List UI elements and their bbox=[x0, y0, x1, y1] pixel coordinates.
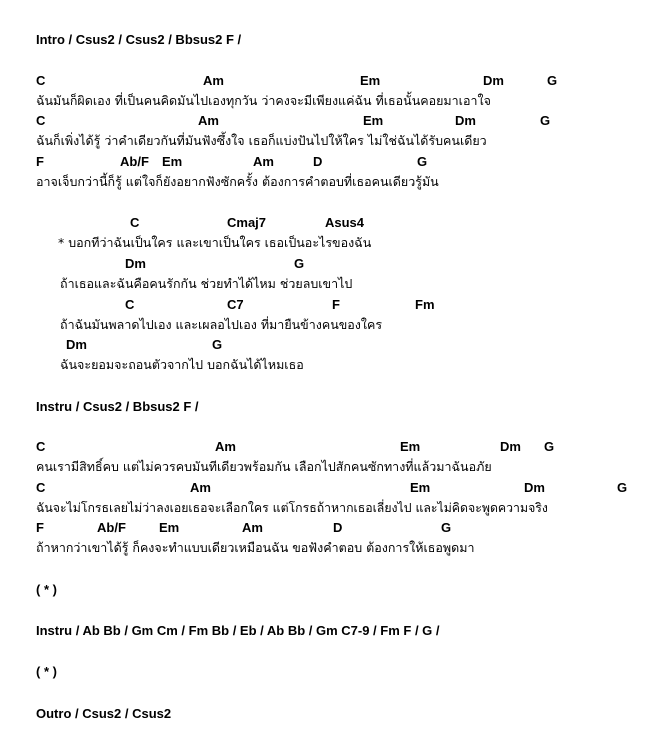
chord: F bbox=[36, 520, 44, 535]
chord: Em bbox=[363, 113, 384, 128]
chord: G bbox=[617, 480, 628, 495]
chord: Dm bbox=[500, 439, 521, 454]
chord: G bbox=[544, 439, 555, 454]
chord: F bbox=[36, 154, 44, 169]
lyric-line: ฉันจะไม่โกรธเลยไม่ว่าลงเอยเธอจะเลือกใคร แต่โกรธถ้าหากเธอเลี่ยงไป และไม่คิดจะพูดความจริง bbox=[36, 501, 548, 515]
lyric-line: คนเรามีสิทธิ์คบ แต่ไม่ควรคบมันทีเดียวพร้อมกัน เลือกไปสักคนซักทางที่แล้วมาฉันอภัย bbox=[36, 459, 492, 474]
lyric-line: ฉันก็เพิ่งได้รู้ ว่าคำเดียวกันที่มันฟังซึ้งใจ เธอก็แบ่งปันไปให้ใคร ไม่ใช่ฉันได้รับคนเดียว bbox=[36, 133, 487, 148]
chord: C bbox=[36, 480, 46, 495]
chord: C bbox=[36, 113, 46, 128]
chord: Dm bbox=[125, 256, 146, 271]
chord: Am bbox=[242, 520, 263, 535]
chord: Dm bbox=[483, 73, 504, 88]
chord: G bbox=[294, 256, 305, 271]
lyric-line: ฉันมันก็ผิดเอง ที่เป็นคนคิดมันไปเองทุกวัน ว่าคงจะมีเพียงแค่ฉัน ที่เธอนั้นคอยมาเอาใจ bbox=[36, 93, 491, 108]
instru-line: Instru / Ab Bb / Gm Cm / Fm Bb / Eb / Ab Bb / Gm C7-9 / Fm F / G / bbox=[36, 623, 440, 638]
chord: Em bbox=[360, 73, 381, 88]
chord: G bbox=[441, 520, 452, 535]
chord: D bbox=[333, 520, 343, 535]
chord: Em bbox=[400, 439, 421, 454]
chord: Cmaj7 bbox=[227, 215, 267, 230]
chord: Am bbox=[198, 113, 219, 128]
chord: G bbox=[417, 154, 428, 169]
chord: Dm bbox=[524, 480, 545, 495]
chord: C7 bbox=[227, 297, 244, 312]
chord: Em bbox=[410, 480, 431, 495]
chord: Ab/F bbox=[120, 154, 149, 169]
chord: Am bbox=[203, 73, 224, 88]
intro-line: Intro / Csus2 / Csus2 / Bbsus2 F / bbox=[36, 32, 242, 47]
chord: Dm bbox=[455, 113, 476, 128]
lyric-line: ฉันจะยอมจะถอนตัวจากไป บอกฉันได้ไหมเธอ bbox=[60, 357, 304, 372]
repeat-marker: ( * ) bbox=[36, 582, 57, 597]
chord: C bbox=[125, 297, 135, 312]
chord: Em bbox=[159, 520, 180, 535]
chord: G bbox=[540, 113, 551, 128]
chord: Am bbox=[215, 439, 236, 454]
lyric-line: * บอกทีว่าฉันเป็นใคร และเขาเป็นใคร เธอเป็นอะไรของฉัน bbox=[58, 235, 372, 250]
chord: F bbox=[332, 297, 340, 312]
chord: D bbox=[313, 154, 323, 169]
chord: Dm bbox=[66, 337, 87, 352]
chord: Am bbox=[253, 154, 274, 169]
repeat-marker: ( * ) bbox=[36, 664, 57, 679]
lyric-line: อาจเจ็บกว่านี้ก็รู้ แต่ใจก็ยังอยากฟังซักครั้ง ต้องการคำตอบที่เธอคนเดียวรู้มัน bbox=[36, 174, 439, 189]
chord: Ab/F bbox=[97, 520, 126, 535]
chord: Em bbox=[162, 154, 183, 169]
chord: Asus4 bbox=[325, 215, 365, 230]
chord: Fm bbox=[415, 297, 435, 312]
chord: G bbox=[547, 73, 558, 88]
chord: C bbox=[130, 215, 140, 230]
chord: Am bbox=[190, 480, 211, 495]
instru-line: Instru / Csus2 / Bbsus2 F / bbox=[36, 399, 199, 414]
chord: C bbox=[36, 439, 46, 454]
lyric-line: ถ้าหากว่าเขาได้รู้ ก็คงจะทำแบบเดียวเหมือนฉัน ขอฟังคำตอบ ต้องการให้เธอพูดมา bbox=[36, 540, 475, 555]
chord: C bbox=[36, 73, 46, 88]
chord: G bbox=[212, 337, 223, 352]
outro-line: Outro / Csus2 / Csus2 bbox=[36, 706, 172, 721]
lyric-line: ถ้าฉันมันพลาดไปเอง และเผลอไปเอง ที่มายืนข้างคนของใคร bbox=[60, 317, 383, 332]
lyric-line: ถ้าเธอและฉันคือคนรักกัน ช่วยทำได้ไหม ช่วยลบเขาไป bbox=[60, 276, 353, 291]
